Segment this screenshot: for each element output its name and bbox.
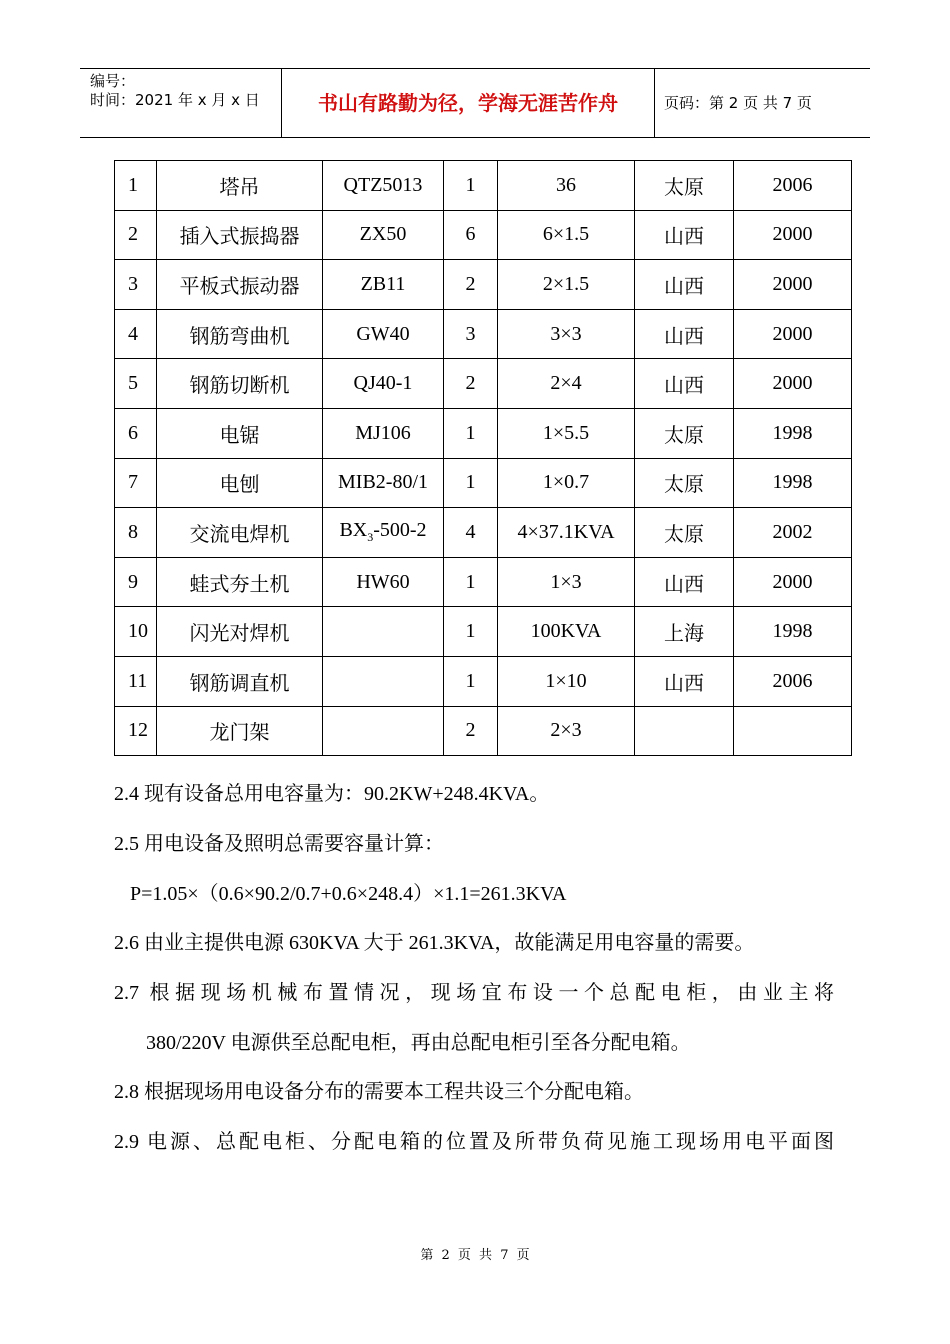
table-cell-name: 交流电焊机 bbox=[157, 508, 323, 558]
model-main: BX bbox=[339, 519, 368, 542]
table-cell-no: 5 bbox=[115, 359, 157, 409]
table-cell-origin: 山西 bbox=[635, 309, 734, 359]
header-time-label: 时间：2021 年 x 月 x 日 bbox=[90, 91, 260, 109]
model-rest: -500-2 bbox=[373, 519, 427, 542]
table-cell-qty: 3 bbox=[444, 309, 498, 359]
paragraph-2-4: 2.4 现有设备总用电容量为：90.2KW+248.4KVA。 bbox=[114, 783, 550, 805]
table-cell-power: 6×1.5 bbox=[498, 210, 635, 260]
table-cell-origin: 山西 bbox=[635, 210, 734, 260]
table-cell-no: 12 bbox=[115, 706, 157, 756]
paragraph-2-9: 2.9 电源、总配电柜、分配电箱的位置及所带负荷见施工现场用电平面图 bbox=[114, 1131, 834, 1153]
table-cell-no: 11 bbox=[115, 656, 157, 706]
table-cell-year: 2006 bbox=[734, 161, 852, 211]
table-cell-model: ZB11 bbox=[323, 260, 444, 310]
table-cell-name: 钢筋弯曲机 bbox=[157, 309, 323, 359]
table-cell-qty: 6 bbox=[444, 210, 498, 260]
table-cell-name: 电刨 bbox=[157, 458, 323, 508]
table-cell-year: 2000 bbox=[734, 260, 852, 310]
table-row bbox=[115, 607, 852, 657]
paragraph-2-5: 2.5 用电设备及照明总需要容量计算： bbox=[114, 833, 444, 855]
table-cell-no: 1 bbox=[115, 161, 157, 211]
table-cell-model bbox=[323, 508, 444, 558]
table-cell-model: GW40 bbox=[323, 309, 444, 359]
table-cell-qty: 1 bbox=[444, 408, 498, 458]
table-cell-qty: 2 bbox=[444, 706, 498, 756]
table-cell-model bbox=[323, 706, 444, 756]
table-cell-origin: 上海 bbox=[635, 607, 734, 657]
table-cell-qty: 1 bbox=[444, 607, 498, 657]
table-cell-year: 2002 bbox=[734, 508, 852, 558]
table-row bbox=[115, 458, 852, 508]
table-cell-no: 6 bbox=[115, 408, 157, 458]
table-cell-no: 2 bbox=[115, 210, 157, 260]
table-cell-model: MIB2-80/1 bbox=[323, 458, 444, 508]
table-cell-name: 钢筋切断机 bbox=[157, 359, 323, 409]
table-cell-year bbox=[734, 706, 852, 756]
page-header bbox=[80, 68, 870, 138]
table-cell-no: 7 bbox=[115, 458, 157, 508]
equipment-table bbox=[114, 160, 852, 756]
table-cell-power: 2×1.5 bbox=[498, 260, 635, 310]
table-row bbox=[115, 706, 852, 756]
table-row bbox=[115, 508, 852, 558]
table-cell-year: 1998 bbox=[734, 408, 852, 458]
table-cell-qty: 2 bbox=[444, 359, 498, 409]
model-subscript: 3 bbox=[367, 530, 374, 545]
table-cell-power: 1×5.5 bbox=[498, 408, 635, 458]
table-cell-qty: 1 bbox=[444, 557, 498, 607]
table-cell-no: 3 bbox=[115, 260, 157, 310]
table-cell-model: QJ40-1 bbox=[323, 359, 444, 409]
formula: P=1.05×（0.6×90.2/0.7+0.6×248.4）×1.1=261.3KVA bbox=[130, 883, 567, 905]
table-cell-origin: 山西 bbox=[635, 557, 734, 607]
table-cell-origin: 山西 bbox=[635, 359, 734, 409]
table-cell-model: ZX50 bbox=[323, 210, 444, 260]
table-cell-name: 钢筋调直机 bbox=[157, 656, 323, 706]
table-cell-qty: 4 bbox=[444, 508, 498, 558]
table-cell-power: 1×10 bbox=[498, 656, 635, 706]
table-row bbox=[115, 260, 852, 310]
table-cell-qty: 1 bbox=[444, 656, 498, 706]
table-cell-origin: 太原 bbox=[635, 161, 734, 211]
table-row bbox=[115, 557, 852, 607]
paragraph-2-7-line1: 2.7 根据现场机械布置情况，现场宜布设一个总配电柜，由业主将 bbox=[114, 982, 834, 1004]
table-cell-year: 2000 bbox=[734, 210, 852, 260]
table-cell-model bbox=[323, 607, 444, 657]
table-cell-no: 10 bbox=[115, 607, 157, 657]
table-cell-name: 电锯 bbox=[157, 408, 323, 458]
table-cell-power: 1×3 bbox=[498, 557, 635, 607]
header-number-label: 编号： bbox=[90, 72, 136, 90]
table-cell-name: 塔吊 bbox=[157, 161, 323, 211]
table-row bbox=[115, 656, 852, 706]
table-cell-year: 2000 bbox=[734, 309, 852, 359]
table-cell-power: 3×3 bbox=[498, 309, 635, 359]
table-cell-no: 9 bbox=[115, 557, 157, 607]
table-row bbox=[115, 359, 852, 409]
table-row bbox=[115, 210, 852, 260]
table-cell-origin: 太原 bbox=[635, 508, 734, 558]
table-cell-power: 100KVA bbox=[498, 607, 635, 657]
table-cell-model: QTZ5013 bbox=[323, 161, 444, 211]
paragraph-2-8: 2.8 根据现场用电设备分布的需要本工程共设三个分配电箱。 bbox=[114, 1081, 644, 1103]
page-footer: 第 2 页 共 7 页 bbox=[420, 1248, 530, 1263]
table-cell-model: MJ106 bbox=[323, 408, 444, 458]
table-cell-qty: 1 bbox=[444, 161, 498, 211]
table-cell-no: 4 bbox=[115, 309, 157, 359]
table-cell-name: 龙门架 bbox=[157, 706, 323, 756]
table-cell-origin: 山西 bbox=[635, 260, 734, 310]
table-cell-name: 插入式振捣器 bbox=[157, 210, 323, 260]
table-cell-name: 平板式振动器 bbox=[157, 260, 323, 310]
table-cell-origin: 太原 bbox=[635, 408, 734, 458]
paragraph-2-6: 2.6 由业主提供电源 630KVA 大于 261.3KVA，故能满足用电容量的需要。 bbox=[114, 932, 755, 954]
table-cell-name: 蛙式夯土机 bbox=[157, 557, 323, 607]
table-cell-origin: 山西 bbox=[635, 656, 734, 706]
table-cell-year: 1998 bbox=[734, 607, 852, 657]
table-cell-origin: 太原 bbox=[635, 458, 734, 508]
table-cell-power: 4×37.1KVA bbox=[498, 508, 635, 558]
table-row bbox=[115, 161, 852, 211]
table-cell-name: 闪光对焊机 bbox=[157, 607, 323, 657]
header-meta bbox=[80, 69, 282, 137]
table-cell-power: 2×3 bbox=[498, 706, 635, 756]
table-cell-model: HW60 bbox=[323, 557, 444, 607]
table-cell-model bbox=[323, 656, 444, 706]
table-row bbox=[115, 408, 852, 458]
table-row bbox=[115, 309, 852, 359]
table-cell-year: 1998 bbox=[734, 458, 852, 508]
table-cell-year: 2000 bbox=[734, 359, 852, 409]
table-cell-power: 1×0.7 bbox=[498, 458, 635, 508]
table-cell-year: 2000 bbox=[734, 557, 852, 607]
table-cell-qty: 2 bbox=[444, 260, 498, 310]
table-cell-power: 36 bbox=[498, 161, 635, 211]
header-motto: 书山有路勤为径，学海无涯苦作舟 bbox=[282, 69, 655, 137]
table-cell-year: 2006 bbox=[734, 656, 852, 706]
table-cell-power: 2×4 bbox=[498, 359, 635, 409]
table-cell-qty: 1 bbox=[444, 458, 498, 508]
paragraph-2-7-line2: 380/220V 电源供至总配电柜，再由总配电柜引至各分配电箱。 bbox=[146, 1032, 691, 1054]
table-cell-origin bbox=[635, 706, 734, 756]
header-page-label: 页码：第 2 页 共 7 页 bbox=[664, 94, 812, 112]
table-cell-no: 8 bbox=[115, 508, 157, 558]
